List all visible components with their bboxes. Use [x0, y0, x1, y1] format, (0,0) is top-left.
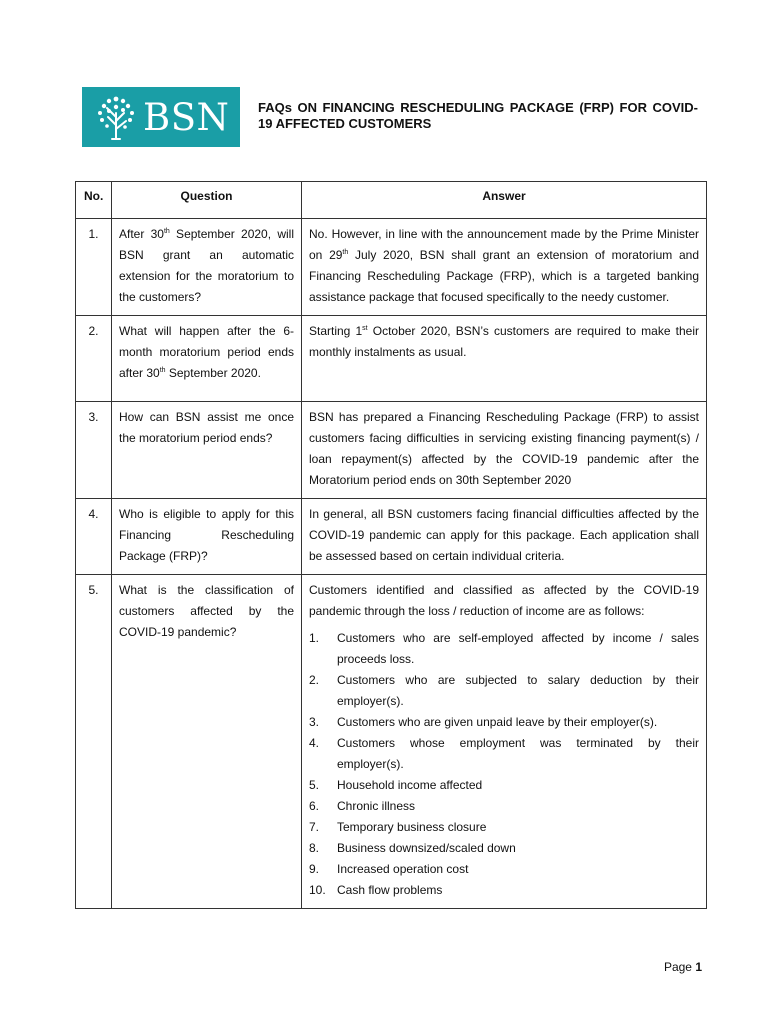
- table-row: [76, 499, 707, 575]
- question-text: How can BSN assist me once the moratorium period ends?: [112, 402, 302, 499]
- list-text: Increased operation cost: [337, 862, 469, 876]
- answer-cell: [302, 316, 707, 402]
- page-label: Page: [663, 960, 692, 974]
- list-number: 3.: [309, 715, 320, 729]
- list-number: 6.: [309, 799, 320, 813]
- list-text: Cash flow problems: [337, 883, 443, 897]
- answer-text: July 2020, BSN shall grant an extension of moratorium and Financing Rescheduling Package (FRP), which is a targeted banking assistance package that focused specifically to the needy customer.: [309, 248, 699, 304]
- table-header-row: [76, 182, 707, 219]
- list-item: [309, 838, 699, 859]
- answer-text: In general, all BSN customers facing financial difficulties affected by the COVID-19 pandemic can apply for this package. Each application shall be assessed based on certain individual criteria.: [302, 499, 707, 575]
- row-number: 4.: [76, 499, 112, 575]
- list-text: Customers whose employment was terminated by their employer(s).: [337, 736, 699, 771]
- answer-text: BSN has prepared a Financing Rescheduling Package (FRP) to assist customers facing difficulties in servicing existing financing payment(s) / loan repayment(s) affected by the COVID-19 pandemic after the Moratorium period ends on 30th September 2020: [302, 402, 707, 499]
- table-row: [76, 219, 707, 316]
- list-text: Customers who are subjected to salary deduction by their employer(s).: [337, 673, 699, 708]
- answer-text: Starting 1: [309, 324, 363, 338]
- table-row: [76, 402, 707, 499]
- answer-intro: Customers identified and classified as affected by the COVID-19 pandemic through the loss / reduction of income are as follows:: [309, 583, 699, 618]
- list-text: Chronic illness: [337, 799, 416, 813]
- question-text: September 2020.: [165, 366, 261, 380]
- page-number: 1: [695, 960, 702, 974]
- ordinal-suffix: th: [163, 228, 170, 235]
- list-number: 2.: [309, 673, 320, 687]
- list-text: Temporary business closure: [337, 820, 487, 834]
- question-cell: [112, 219, 302, 316]
- question-text: What is the classification of customers affected by the COVID-19 pandemic?: [112, 575, 302, 909]
- question-text: After 30: [119, 227, 164, 241]
- answer-cell: [302, 219, 707, 316]
- list-item: [309, 796, 699, 817]
- row-number: 3.: [76, 402, 112, 499]
- header-question: Question: [112, 182, 302, 219]
- bsn-logo: [82, 87, 240, 147]
- row-number: 2.: [76, 316, 112, 402]
- list-number: 9.: [309, 862, 320, 876]
- answer-text: No. However, in line with the announcement made by the Prime Minister on 29: [309, 227, 699, 262]
- question-text: What will happen after the 6-month moratorium period ends after 30: [119, 324, 294, 380]
- header-no: No.: [76, 182, 112, 219]
- list-item: [309, 859, 699, 880]
- classification-list: [309, 628, 699, 901]
- row-number: 5.: [76, 575, 112, 909]
- tree-icon: [95, 93, 137, 141]
- list-text: Customers who are given unpaid leave by their employer(s).: [337, 715, 658, 729]
- list-item: [309, 880, 699, 901]
- list-number: 8.: [309, 841, 320, 855]
- question-text: Who is eligible to apply for this Financing Rescheduling Package (FRP)?: [112, 499, 302, 575]
- ordinal-suffix: th: [342, 249, 349, 256]
- table-row: [76, 316, 707, 402]
- list-number: 7.: [309, 820, 320, 834]
- ordinal-suffix: st: [362, 325, 368, 332]
- table-row: [76, 575, 707, 909]
- list-item: [309, 712, 699, 733]
- list-number: 10.: [309, 883, 326, 897]
- list-item: [309, 775, 699, 796]
- list-item: [309, 628, 699, 670]
- list-item: [309, 733, 699, 775]
- list-number: 5.: [309, 778, 320, 792]
- list-text: Customers who are self-employed affected by income / sales proceeds loss.: [337, 631, 699, 666]
- list-item: [309, 817, 699, 838]
- document-title: FAQs ON FINANCING RESCHEDULING PACKAGE (FRP) FOR COVID-19 AFFECTED CUSTOMERS: [258, 100, 698, 131]
- faq-table: [75, 181, 707, 909]
- answer-cell: [302, 575, 707, 909]
- list-text: Household income affected: [337, 778, 483, 792]
- ordinal-suffix: th: [159, 367, 166, 374]
- list-number: 1.: [309, 631, 320, 645]
- header-answer: Answer: [302, 182, 707, 219]
- question-cell: [112, 316, 302, 402]
- list-number: 4.: [309, 736, 320, 750]
- question-text: September 2020, will BSN grant an automatic extension for the moratorium to the customers?: [119, 227, 294, 304]
- list-item: [309, 670, 699, 712]
- row-number: 1.: [76, 219, 112, 316]
- answer-text: October 2020, BSN’s customers are required to make their monthly instalments as usual.: [309, 324, 699, 359]
- list-text: Business downsized/scaled down: [337, 841, 516, 855]
- logo-text: BSN: [143, 95, 230, 139]
- page-footer: [664, 960, 702, 974]
